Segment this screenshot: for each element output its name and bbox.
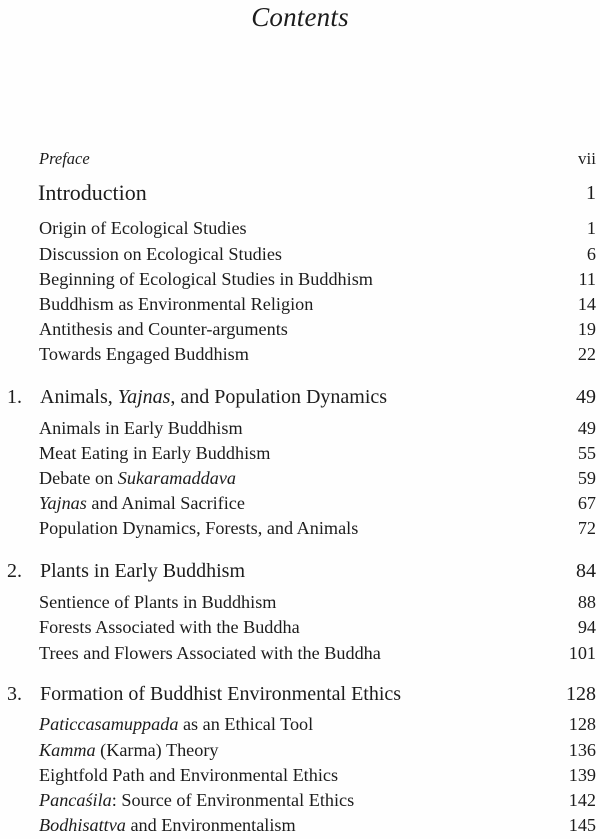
toc-entry-ch3-1 [0, 711, 600, 737]
toc-entry-ch1 [0, 384, 600, 410]
toc-entry-title: Towards Engaged Buddhism [39, 344, 249, 364]
toc-entry-intro-6 [0, 341, 600, 367]
toc-entry-title: Beginning of Ecological Studies in Buddhism [39, 269, 373, 289]
toc-entry-ch3-2 [0, 737, 600, 763]
page-number: 11 [578, 269, 596, 289]
toc-entry-intro [0, 180, 600, 206]
toc-entry-intro-1 [0, 215, 600, 241]
toc-entry-ch1-4 [0, 490, 600, 516]
page-number: 1 [586, 218, 596, 238]
page-number: 94 [577, 617, 596, 637]
toc-entry-title: Forests Associated with the Buddha [39, 617, 300, 637]
page-number: 72 [577, 518, 596, 538]
page-number: 67 [577, 493, 596, 513]
toc-entry-intro-2 [0, 241, 600, 267]
page-number: 101 [568, 643, 596, 663]
toc-entry-title: Animals in Early Buddhism [39, 418, 243, 438]
page-number: 84 [576, 560, 596, 582]
page-number: 136 [568, 740, 596, 760]
toc-entry-ch2-2 [0, 614, 600, 640]
page-number: 6 [586, 244, 596, 264]
toc-entry-title: Yajnas and Animal Sacrifice [39, 493, 245, 513]
toc-entry-title: Antithesis and Counter-arguments [39, 319, 288, 339]
page-number: 1 [586, 182, 596, 204]
toc-entry-title: Sentience of Plants in Buddhism [39, 592, 277, 612]
page-number: vii [578, 149, 596, 168]
page-number: 88 [577, 592, 596, 612]
toc-entry-title: Trees and Flowers Associated with the Buddha [39, 643, 381, 663]
page-number: 14 [577, 294, 596, 314]
toc-entry-title: Debate on Sukaramaddava [39, 468, 236, 488]
page-number: 142 [568, 790, 596, 810]
toc-entry-title: Plants in Early Buddhism [40, 560, 245, 582]
chapter-number: 1. [7, 386, 22, 408]
toc-entry-ch3 [0, 681, 600, 707]
toc-entry-title: Origin of Ecological Studies [39, 218, 247, 238]
toc-entry-title: Meat Eating in Early Buddhism [39, 443, 271, 463]
toc-entry-ch1-1 [0, 415, 600, 441]
toc-entry-intro-3 [0, 266, 600, 292]
page-number: 55 [577, 443, 596, 463]
toc-entry-title: Population Dynamics, Forests, and Animals [39, 518, 359, 538]
toc-entry-ch2 [0, 558, 600, 584]
toc-entry-title: Paticcasamuppada as an Ethical Tool [39, 714, 314, 734]
chapter-number: 2. [7, 560, 22, 582]
page-number: 49 [576, 386, 596, 408]
toc-entry-ch2-1 [0, 589, 600, 615]
toc-entry-title: Introduction [38, 180, 147, 205]
toc-entry-ch3-3 [0, 762, 600, 788]
toc-entry-title: Buddhism as Environmental Religion [39, 294, 314, 314]
toc-entry-ch2-3 [0, 640, 600, 666]
toc-entry-ch3-5 [0, 812, 600, 838]
page-number: 128 [566, 683, 596, 705]
toc-entry-title: Bodhisattva and Environmentalism [39, 815, 296, 835]
toc-entry-title: Animals, Yajnas, and Population Dynamics [40, 386, 388, 408]
toc-entry-preface [0, 146, 600, 172]
toc-entry-ch3-4 [0, 787, 600, 813]
toc-entry-ch1-5 [0, 515, 600, 541]
toc-entry-title: Eightfold Path and Environmental Ethics [39, 765, 339, 785]
toc-entry-title: Pancaśila: Source of Environmental Ethics [39, 790, 355, 810]
page-number: 22 [577, 344, 596, 364]
page-number: 19 [577, 319, 596, 339]
page-title: Contents [251, 2, 349, 32]
toc-entry-title: Kamma (Karma) Theory [39, 740, 219, 760]
toc-entry-title: Formation of Buddhist Environmental Ethics [40, 683, 402, 705]
toc-entry-ch1-3 [0, 465, 600, 491]
page-number: 145 [568, 815, 596, 835]
toc-entry-intro-4 [0, 291, 600, 317]
toc-entry-title: Discussion on Ecological Studies [39, 244, 282, 264]
toc-entry-intro-5 [0, 316, 600, 342]
page-number: 59 [577, 468, 596, 488]
page-number: 49 [577, 418, 596, 438]
toc-entry-ch1-2 [0, 440, 600, 466]
chapter-number: 3. [7, 683, 22, 705]
toc-entry-title: Preface [39, 149, 90, 168]
page-number: 139 [568, 765, 596, 785]
page-number: 128 [568, 714, 596, 734]
